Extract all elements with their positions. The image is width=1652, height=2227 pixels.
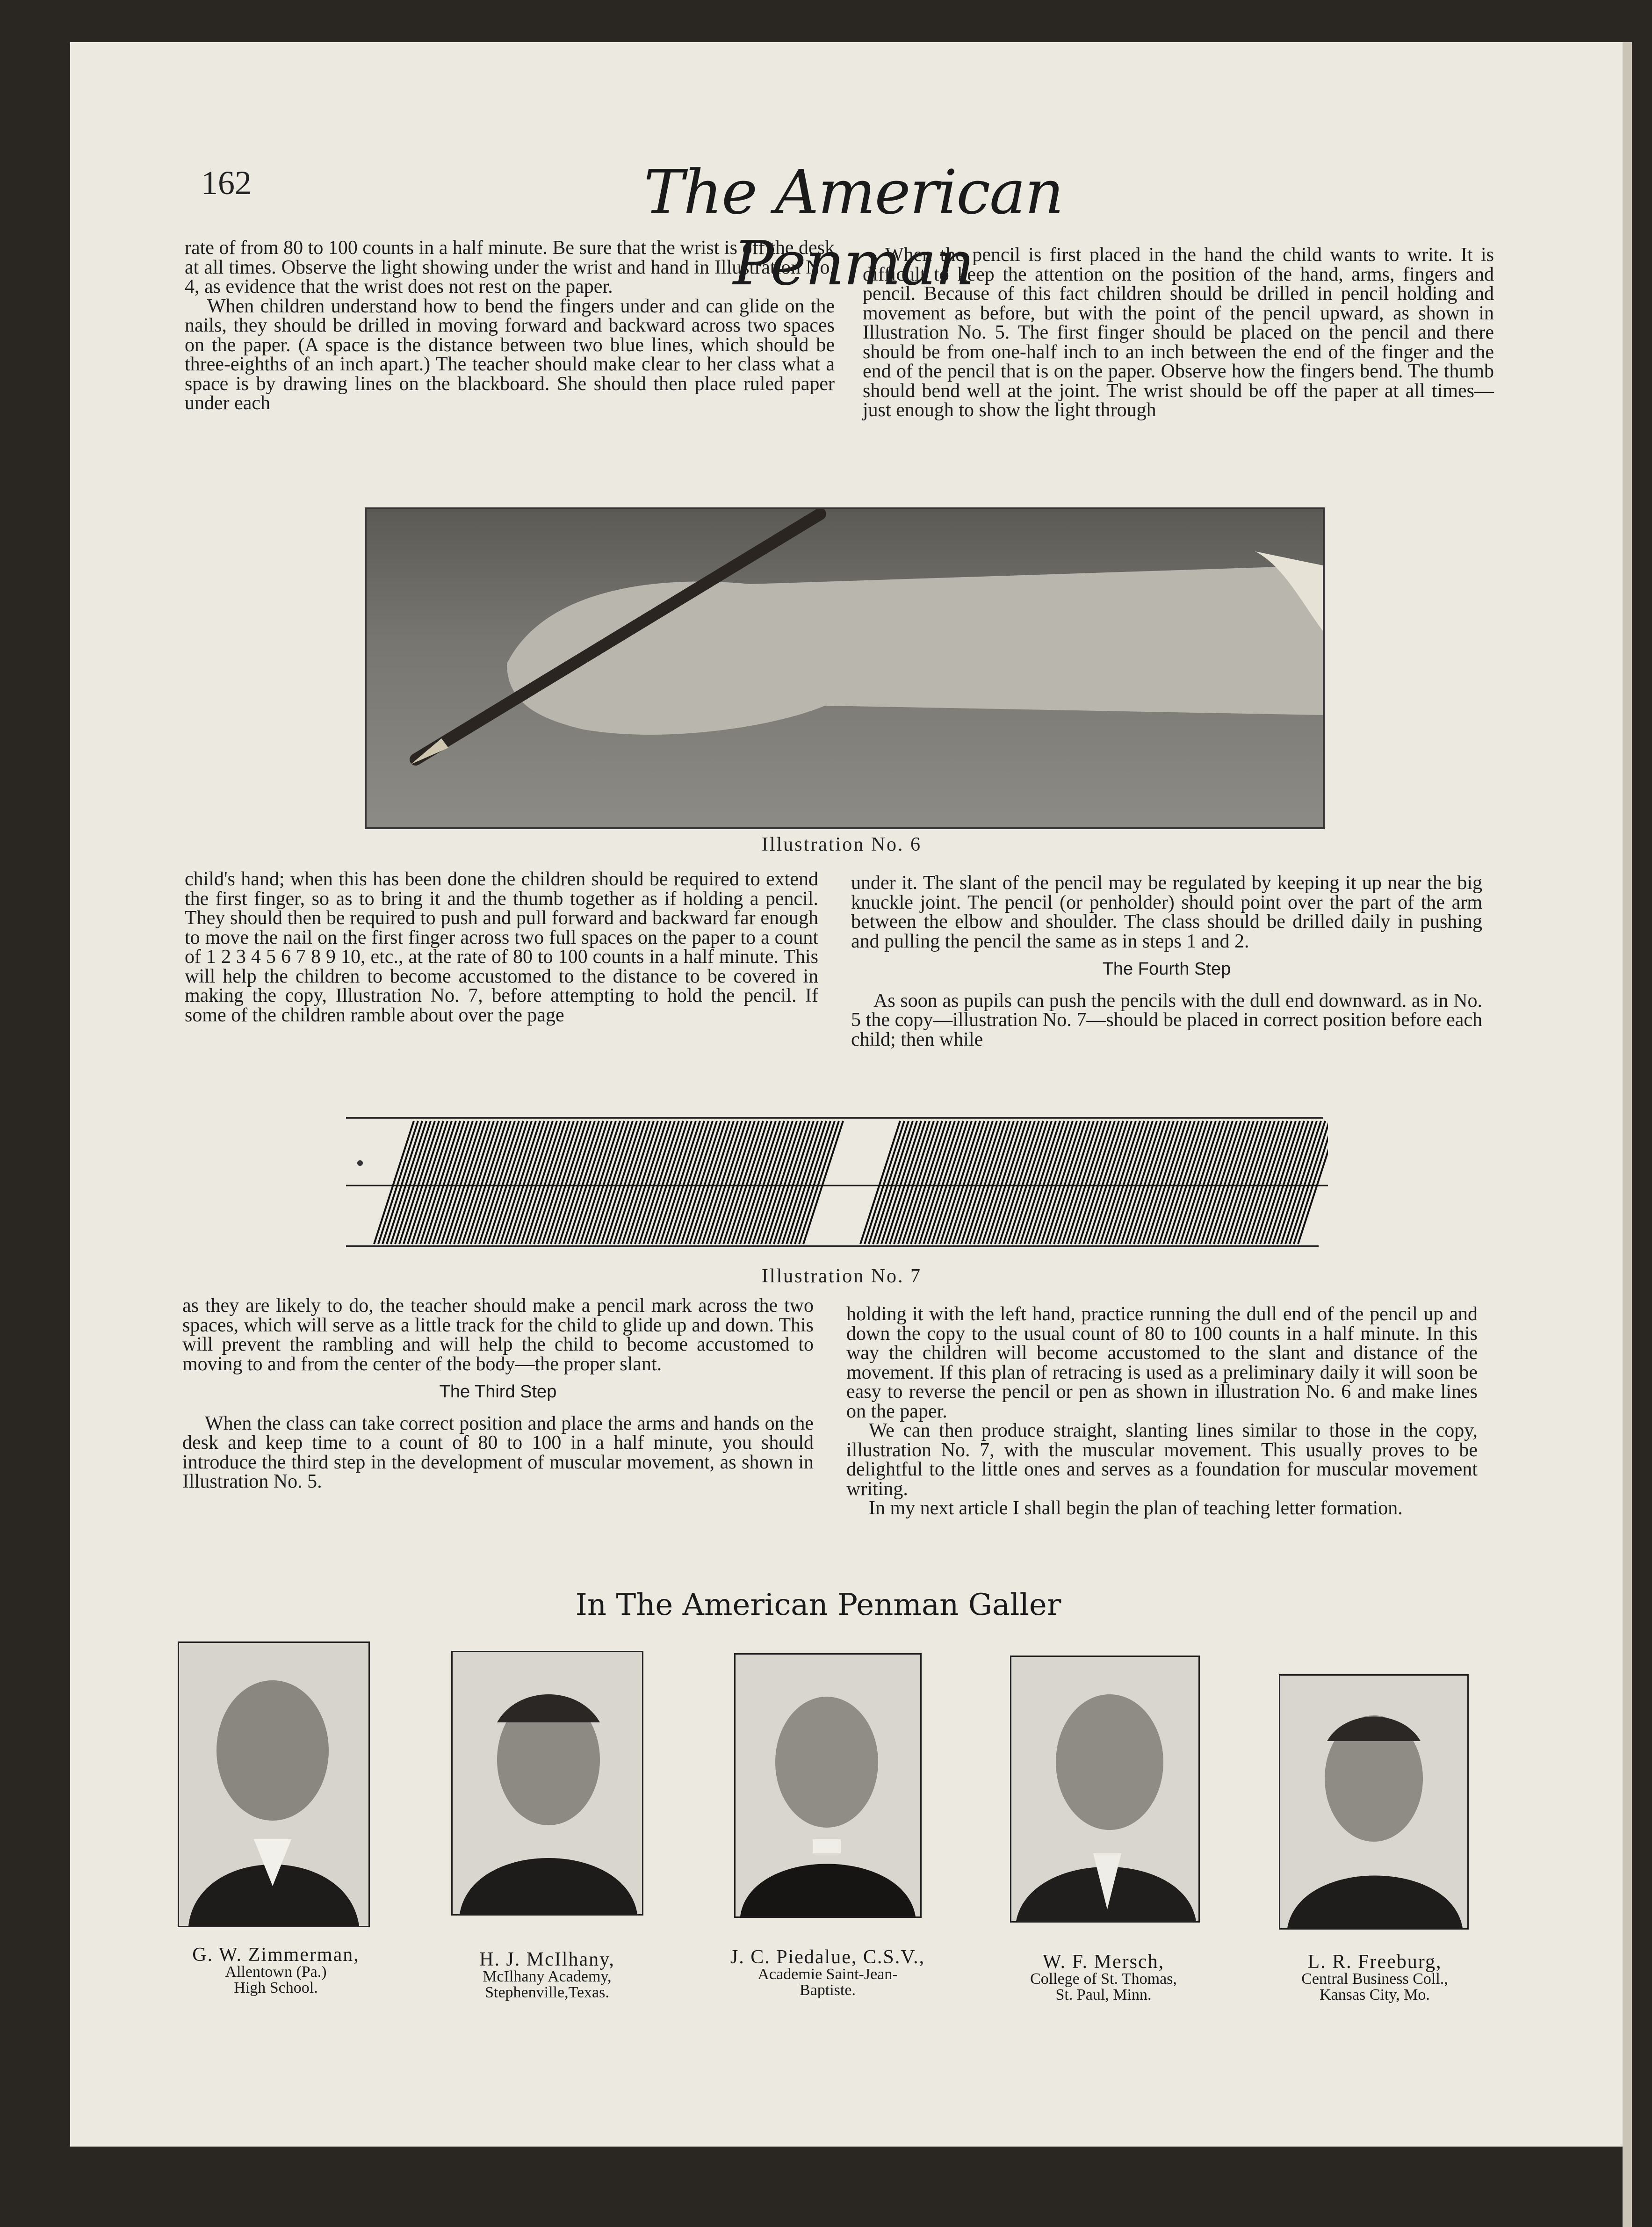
person-location: St. Paul, Minn. [1055, 1986, 1152, 2003]
slant-lines-drawing [346, 1115, 1328, 1251]
portrait-photo [1279, 1674, 1469, 1930]
illustration-6-photo [365, 507, 1325, 829]
middle-left-column [185, 870, 818, 1025]
gallery-title: In The American Penman Galler [575, 1588, 1061, 1622]
bottom-left-column [182, 1296, 814, 1492]
portrait-photo [734, 1653, 922, 1918]
paragraph: When children understand how to bend the fingers under and can glide on the nails, they should be drilled in moving forward and backward across two spaces on the paper. (A space is the distance between two blue lines, which should be three-eighths of an inch apart.) The teacher should make clear to her class what a space is by drawing lines on the blackboard. She should then place ruled paper under each [185, 295, 835, 414]
illustration-7-caption: Illustration No. 7 [761, 1265, 922, 1287]
middle-right-column [851, 874, 1482, 1049]
bottom-right-column [846, 1305, 1478, 1518]
gallery-caption [982, 1952, 1225, 2003]
top-right-column [863, 246, 1494, 420]
gallery-caption [421, 1950, 673, 2001]
paragraph: In my next article I shall begin the plan of teaching letter formation. [869, 1497, 1403, 1519]
person-name: H. J. McIlhany, [479, 1949, 615, 1970]
person-institution: Allentown (Pa.) [225, 1963, 327, 1981]
person-institution: Central Business Coll., [1301, 1970, 1448, 1988]
person-location: Baptiste. [800, 1981, 856, 1999]
paragraph: under it. The slant of the pencil may be regulated by keeping it up near the big knuckle joint. The pencil (or penholder) should point over the part of the arm between the elbow and shoulder. The class should be drilled daily in pushing and pulling the pencil the same as in steps 1 and 2. [851, 872, 1482, 952]
person-location: High School. [234, 1979, 318, 1996]
gallery-caption [1253, 1952, 1496, 2003]
portrait-photo [178, 1641, 370, 1927]
page-gutter [1623, 42, 1632, 2227]
paragraph: As soon as pupils can push the pencils with the dull end downward. as in No. 5 the copy—illustration No. 7—should be placed in correct position before each child; then while [851, 990, 1482, 1050]
masthead-title: The American Penman [643, 157, 1063, 299]
person-institution: McIlhany Academy, [483, 1968, 612, 1985]
hand-pencil-drawing [367, 509, 1323, 827]
top-left-column [185, 239, 835, 413]
third-step-heading: The Third Step [439, 1382, 557, 1402]
portrait-photo [1010, 1656, 1200, 1923]
person-institution: Academie Saint-Jean- [757, 1966, 898, 1983]
person-name: G. W. Zimmerman, [192, 1944, 360, 1966]
gallery-caption [692, 1948, 963, 1998]
paragraph: When the class can take correct position and place the arms and hands on the desk and keep time to a count of 80 to 100 in a half minute, you should introduce the third step in the development of muscular movement, as shown in Illustration No. 5. [182, 1412, 814, 1492]
gallery-caption [154, 1945, 397, 1996]
person-name: W. F. Mersch, [1042, 1951, 1165, 1973]
person-name: L. R. Freeburg, [1307, 1951, 1442, 1973]
illustration-7-slant-lines [346, 1115, 1328, 1251]
illustration-6-caption: Illustration No. 6 [761, 834, 922, 855]
paragraph: We can then produce straight, slanting lines similar to those in the copy, illustration No. 7, with the muscular movement. This usually proves to be delightful to the little ones and serves as a foundation for muscular movement writing. [846, 1420, 1478, 1500]
person-institution: College of St. Thomas, [1030, 1970, 1177, 1988]
page-number: 162 [201, 164, 252, 202]
paragraph: child's hand; when this has been done the children should be required to extend the first finger, so as to bring it and the thumb together as if holding a pencil. They should then be required to push and pull forward and backward far enough to move the nail on the first finger across two full spaces on the paper to a count of 1 2 3 4 5 6 7 8 9 10, etc., at the rate of 80 to 100 counts in a half minute. This will help the children to become accustomed to the distance to be covered in making the copy, Illustration No. 7, before attempting to hold the pencil. If some of the children ramble about over the page [185, 868, 818, 1026]
paragraph: When the pencil is first placed in the hand the child wants to write. It is difficult to keep the attention on the position of the hand, arms, fingers and pencil. Because of this fact children should be drilled in pencil holding and movement as before, but with the point of the pencil upward, as shown in Illustration No. 5. The first finger should be placed on the pencil and there should be from one-half inch to an inch between the end of the finger and the end of the pencil that is on the paper. Observe how the fingers bend. The thumb should bend well at the joint. The wrist should be off the paper at all times—just enough to show the light through [863, 244, 1494, 421]
paragraph: rate of from 80 to 100 counts in a half minute. Be sure that the wrist is off the desk at all times. Observe the light showing under the wrist and hand in Illustration No. 4, as evidence that the wrist does not rest on the paper. [185, 237, 835, 297]
paragraph: holding it with the left hand, practice running the dull end of the pencil up and down the copy to the usual count of 80 to 100 counts in a half minute. In this way the children will become accustomed to the slant and distance of the movement. If this plan of retracing is used as a preliminary daily it will soon be easy to reverse the pencil or pen as shown in illustration No. 6 and make lines on the paper. [846, 1303, 1478, 1422]
person-name: J. C. Piedalue, C.S.V., [730, 1946, 925, 1968]
person-location: Kansas City, Mo. [1320, 1986, 1430, 2003]
portrait-photo [451, 1651, 643, 1916]
person-location: Stephenville,Texas. [485, 1984, 609, 2001]
paragraph: as they are likely to do, the teacher should make a pencil mark across the two spaces, which will serve as a little track for the child to glide up and down. This will prevent the rambling and will help the child to become accustomed to moving to and from the center of the body—the proper slant. [182, 1295, 814, 1375]
fourth-step-heading: The Fourth Step [1102, 959, 1231, 979]
